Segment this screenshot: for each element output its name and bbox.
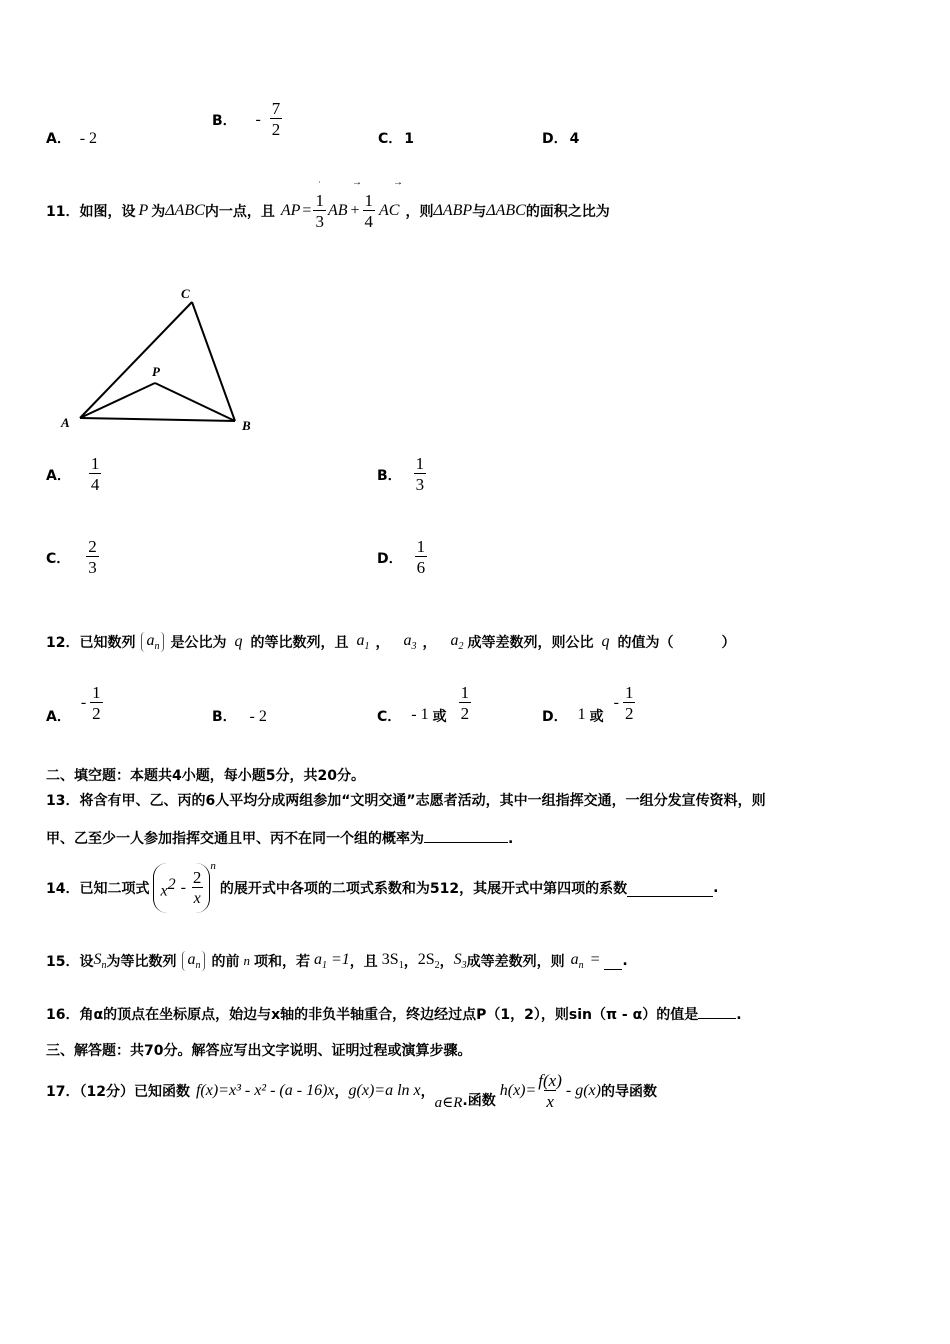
vector-text: AP [280, 202, 301, 219]
subscript: n [195, 960, 201, 972]
point-p: P [138, 202, 149, 219]
subscript: 2 [458, 641, 464, 653]
option-label: B． [212, 709, 237, 725]
stem-text: 的面积之比为 [525, 204, 610, 220]
comma: ， [375, 635, 390, 651]
or-text: 或 [432, 709, 447, 725]
option-label: C． [378, 131, 403, 147]
symbol: a [313, 950, 322, 968]
vector-arrow-icon: → [393, 177, 403, 188]
option-label: C． [377, 709, 402, 725]
comma: ， [420, 1084, 435, 1100]
fraction [414, 455, 427, 494]
an-equals [571, 951, 601, 971]
q12-stem [46, 628, 735, 656]
numerator: 1 [92, 682, 101, 702]
stem-text: 17．（12分）已知函数 [46, 1084, 190, 1100]
numerator: 2 [88, 537, 97, 556]
comma: ， [439, 954, 454, 970]
option-label: D． [377, 550, 403, 567]
stem-text: 的等比数列，且 [250, 635, 349, 651]
fraction [90, 684, 103, 723]
triangle-abp: ΔABP [433, 202, 473, 219]
answer-blank[interactable] [627, 895, 713, 897]
fraction [536, 1072, 564, 1111]
option-value: 1 [404, 131, 415, 147]
triangle-abc: ΔABC [165, 202, 205, 219]
symbol: a [187, 950, 196, 968]
stem-text: 成等差数列，则公比 [467, 635, 594, 651]
equals: = [302, 202, 312, 219]
label-p: P [152, 364, 160, 379]
denominator: 3 [415, 475, 425, 494]
sequence-an [182, 951, 205, 971]
period: . [508, 831, 514, 847]
option-label: B． [377, 467, 402, 484]
stem-text: 为等比数列 [106, 954, 177, 970]
symbol: a [570, 950, 579, 968]
stem-text: 为 [151, 204, 166, 220]
stem-text: 内一点，且 [204, 204, 275, 220]
q10-option-d [542, 128, 579, 148]
function-h-lhs: h(x)= [499, 1082, 537, 1099]
triangle-figure [55, 283, 265, 438]
numerator: 1 [460, 682, 470, 702]
stem-text: ，且 [349, 954, 378, 970]
option-value: - 2 [249, 708, 267, 725]
function-h-rest: - g(x) [565, 1082, 601, 1099]
vector-arrow-icon: ˙ [318, 180, 321, 190]
function-g: g(x)=a ln x [348, 1082, 421, 1099]
option-label: D． [542, 131, 568, 147]
q16-stem [46, 1004, 742, 1024]
answer-blank[interactable] [698, 1017, 736, 1019]
numerator: 2 [192, 867, 202, 887]
denominator: x [192, 887, 203, 908]
term-a1 [356, 632, 369, 652]
seq-symbol: a [146, 631, 155, 649]
numerator: 1 [416, 537, 426, 556]
q12-option-c [377, 680, 471, 726]
label-c: C [181, 286, 190, 301]
numerator: 1 [415, 454, 425, 473]
option-label: A． [46, 709, 71, 725]
segment-ap [80, 383, 155, 418]
stem-text: ，则 [405, 204, 434, 220]
option-value: - 1 [411, 706, 429, 723]
period: . [622, 953, 628, 969]
q11-option-b [377, 455, 426, 494]
term-3s1 [382, 951, 404, 971]
or-text: 或 [589, 709, 604, 725]
answer-blank[interactable] [604, 968, 622, 970]
sequence-an [141, 632, 164, 652]
denominator: 4 [90, 475, 100, 494]
q11-option-c [46, 538, 99, 577]
q10-option-c [378, 128, 414, 148]
fraction [313, 192, 326, 231]
equation: =1 [330, 950, 350, 968]
q13-line1: 13．将含有甲、乙、丙的6人平均分成两组参加“文明交通”志愿者活动，其中一组指挥交通，一组分发宣传资料，则 [46, 793, 766, 809]
subscript: n [578, 960, 584, 972]
q12-option-a [46, 680, 103, 726]
stem-text: 16．角α的顶点在坐标原点，始边与x轴的非负半轴重合，终边经过点P（1，2），则sin（π - α）的值是 [46, 1007, 699, 1023]
a1-equals-1 [314, 951, 350, 971]
fraction [86, 538, 99, 577]
denominator: x [546, 1091, 554, 1111]
var-x [160, 876, 175, 900]
term-s3 [454, 951, 467, 971]
minus-sign: - [80, 694, 87, 711]
subscript: 1 [364, 641, 370, 653]
term: a [403, 631, 412, 649]
numerator: 1 [90, 454, 100, 473]
fraction [89, 455, 102, 494]
stem-text: 15．设 [46, 954, 94, 970]
side-ab [80, 418, 235, 421]
denominator: 2 [271, 120, 281, 139]
symbol: S [93, 950, 102, 968]
period: . [713, 880, 719, 896]
subscript: 3 [411, 641, 417, 653]
stem-text: 甲、乙至少一人参加指挥交通且甲、丙不在同一个组的概率为 [46, 831, 424, 847]
subscript: 2 [434, 960, 440, 972]
comma: ， [422, 635, 437, 651]
equals: = [589, 950, 601, 968]
fraction [191, 869, 204, 908]
domain: a∈R [434, 1095, 463, 1111]
denominator: 2 [92, 703, 101, 723]
comma: ， [334, 1084, 349, 1100]
fraction [363, 192, 376, 231]
stem-text: 的前 [211, 954, 240, 970]
numerator: 1 [315, 190, 324, 210]
option-value: 4 [569, 131, 580, 147]
stem-text: 是公比为 [170, 635, 227, 651]
section-solution-heading: 三、解答题：共70分。解答应写出文字说明、证明过程或演算步骤。 [46, 1043, 472, 1059]
stem-text: 项和，若 [253, 954, 310, 970]
fraction [459, 684, 472, 723]
answer-blank[interactable] [424, 841, 508, 843]
stem-text: 的导函数 [600, 1084, 657, 1100]
vector-ab: AB [327, 202, 348, 219]
triangle-abc: ΔABC [486, 202, 526, 219]
option-label: A． [46, 467, 71, 484]
term-a3 [403, 632, 416, 652]
subscript: 1 [398, 960, 404, 972]
subscript: n [101, 960, 107, 972]
option-label: D． [542, 709, 568, 725]
subscript: 3 [461, 960, 467, 972]
stem-text: 12．已知数列 [46, 635, 136, 651]
stem-text: .函数 [462, 1093, 496, 1109]
denominator: 3 [315, 211, 324, 231]
q11-option-d [377, 538, 427, 577]
denominator: 4 [364, 211, 374, 231]
sum-sn [93, 951, 106, 971]
minus-sign: - [180, 879, 186, 896]
exponent-n: n [210, 860, 216, 872]
ratio-q: q [601, 633, 610, 650]
stem-text: 的值为（ [617, 635, 674, 651]
q14-stem [46, 860, 718, 916]
stem-text: 成等差数列，则 [466, 954, 565, 970]
period: . [736, 1007, 742, 1023]
plus: + [350, 202, 360, 219]
term-a2 [450, 632, 463, 652]
function-f: f(x)=x³ - x² - (a - 16)x [195, 1082, 335, 1099]
minus-sign: - [613, 694, 619, 711]
label-b: B [242, 418, 251, 433]
comma: ， [403, 954, 418, 970]
q11-stem [46, 185, 610, 237]
denominator: 6 [416, 558, 426, 577]
q12-option-b [212, 706, 267, 726]
stem-text: ） [721, 635, 736, 651]
var: x [160, 882, 168, 900]
numerator: 1 [624, 682, 634, 702]
denominator: 2 [460, 703, 470, 723]
term: a [356, 631, 365, 649]
fraction [270, 100, 283, 139]
fraction [415, 538, 428, 577]
numerator: 1 [364, 190, 374, 210]
section-fill-in-heading: 二、填空题：本题共4小题，每小题5分，共20分。 [46, 768, 365, 784]
option-label: B． [212, 112, 237, 129]
subscript: 1 [321, 960, 327, 972]
stem-text: 与 [472, 204, 487, 220]
option-label: C． [46, 550, 71, 567]
q13-line2 [46, 828, 513, 848]
q17-stem [46, 1064, 657, 1118]
binomial [153, 863, 210, 913]
term: 2S [417, 950, 435, 968]
term: S [453, 950, 462, 968]
term: a [450, 631, 459, 649]
stem-text: 11．如图，设 [46, 204, 136, 220]
term-2s2 [418, 951, 440, 971]
denominator: 2 [624, 703, 634, 723]
option-value: - 2 [79, 130, 98, 147]
q12-option-d [542, 680, 635, 726]
q15-stem [46, 944, 628, 978]
q11-option-a [46, 455, 101, 494]
vector-ac: AC [379, 202, 400, 219]
q10-option-a [46, 128, 97, 148]
vector-arrow-icon: → [352, 177, 362, 188]
stem-text: 的展开式中各项的二项式系数和为512，其展开式中第四项的系数 [219, 881, 628, 897]
numerator: 7 [271, 99, 281, 118]
option-label: A． [46, 131, 71, 147]
q10-option-b [212, 100, 282, 139]
numerator: f(x) [538, 1070, 562, 1090]
option-value: 1 [577, 706, 586, 723]
exponent: 2 [167, 875, 176, 893]
var-n: n [243, 953, 250, 968]
stem-text: 14．已知二项式 [46, 881, 150, 897]
label-a: A [61, 415, 70, 430]
term: 3S [381, 950, 399, 968]
minus-sign: - [255, 110, 261, 128]
side-ac [80, 302, 192, 418]
vector-ap [281, 202, 301, 220]
ratio-q: q [234, 633, 243, 650]
denominator: 3 [88, 558, 97, 577]
subscript: n [154, 641, 160, 653]
fraction [623, 684, 636, 723]
